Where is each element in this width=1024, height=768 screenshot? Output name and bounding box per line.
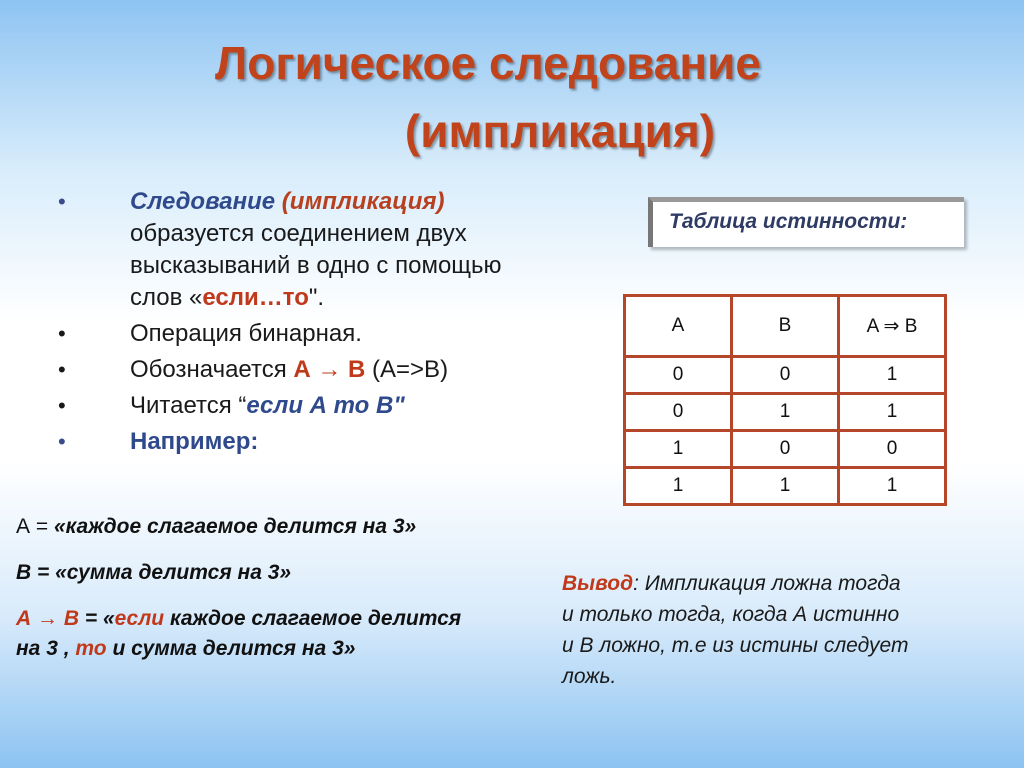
bullet-binary [58, 318, 618, 350]
definition-line3: высказываний в одно с помощью [130, 252, 502, 279]
definition-line4-pre: слов « [130, 284, 203, 311]
definition-line2: образуется соединением двух [130, 220, 467, 247]
notation-post: (A=>B) [365, 356, 449, 383]
conclusion-line3: и В ложно, т.е из истины следует [562, 634, 909, 657]
conclusion-block [562, 568, 1002, 692]
example-heading: Например: [130, 428, 259, 455]
truth-table-cell: 0 [732, 357, 839, 394]
example-implication [16, 604, 461, 664]
truth-table-header-b: B [732, 296, 839, 357]
example-impl-line2-pre: на 3 , [16, 637, 76, 660]
example-impl-eq: = [79, 607, 103, 630]
bullet-reading [58, 390, 618, 422]
notation-pre: Обозначается [130, 356, 294, 383]
notation-symbol: А → В [293, 356, 366, 383]
truth-table-row [625, 431, 946, 468]
slide-title-line1: Логическое следование [215, 37, 761, 89]
example-impl-mid: каждое слагаемое делится [164, 607, 462, 630]
bullet-definition [58, 186, 618, 314]
bullet-notation [58, 354, 618, 386]
example-a [16, 512, 416, 542]
keyword-if-then: если…то [202, 284, 309, 311]
example-a-text: «каждое слагаемое делится на 3» [53, 515, 417, 538]
truth-table-header-result: A ⇒ B [839, 296, 946, 357]
truth-table-row [625, 357, 946, 394]
reading-phrase: если А то В" [246, 392, 405, 419]
example-impl-line2-post: и сумма делится на 3» [106, 637, 356, 660]
truth-table-row [625, 468, 946, 505]
truth-table-cell: 0 [625, 357, 732, 394]
bullet-marker: • [58, 321, 66, 346]
truth-table-cell: 1 [839, 357, 946, 394]
truth-table-cell: 1 [839, 394, 946, 431]
bullet-marker: • [58, 357, 66, 382]
truth-table-cell: 1 [839, 468, 946, 505]
binary-text: Операция бинарная. [130, 320, 362, 347]
example-impl-symbol: А → В [16, 607, 79, 630]
bullet-example [58, 426, 618, 458]
term-implication-paren: (импликация) [281, 188, 445, 215]
truth-table-label: Таблица истинности: [648, 197, 964, 247]
truth-table-cell: 1 [732, 394, 839, 431]
truth-table-header-row [625, 296, 946, 357]
truth-table-row [625, 394, 946, 431]
bullet-marker: • [58, 189, 66, 214]
truth-table-cell: 0 [839, 431, 946, 468]
truth-table-cell: 0 [625, 394, 732, 431]
bullet-marker: • [58, 429, 66, 454]
bullet-marker: • [58, 393, 66, 418]
truth-table [623, 294, 947, 506]
truth-table-cell: 1 [625, 468, 732, 505]
truth-table-cell: 1 [625, 431, 732, 468]
example-b-text: В = «сумма делится на 3» [16, 561, 292, 584]
conclusion-line4: ложь. [562, 665, 617, 688]
example-impl-quote: « [102, 607, 115, 630]
reading-pre: Читается “ [130, 392, 247, 419]
bullet-list [58, 186, 618, 462]
conclusion-line1: Импликация ложна тогда [638, 572, 901, 595]
truth-table-cell: 0 [732, 431, 839, 468]
example-impl-then: то [75, 637, 107, 660]
term-implication: Следование [130, 188, 276, 215]
truth-table-header-a: A [625, 296, 732, 357]
example-a-prefix: А = [16, 515, 54, 538]
conclusion-colon: : [633, 572, 639, 595]
slide-title-line2: (импликация) [404, 105, 716, 157]
conclusion-line2: и только тогда, когда А истинно [562, 603, 900, 626]
truth-table-cell: 1 [732, 468, 839, 505]
example-impl-if: если [114, 607, 165, 630]
conclusion-label: Вывод [562, 572, 634, 595]
example-b [16, 558, 291, 588]
definition-line4-post: ". [308, 284, 325, 311]
